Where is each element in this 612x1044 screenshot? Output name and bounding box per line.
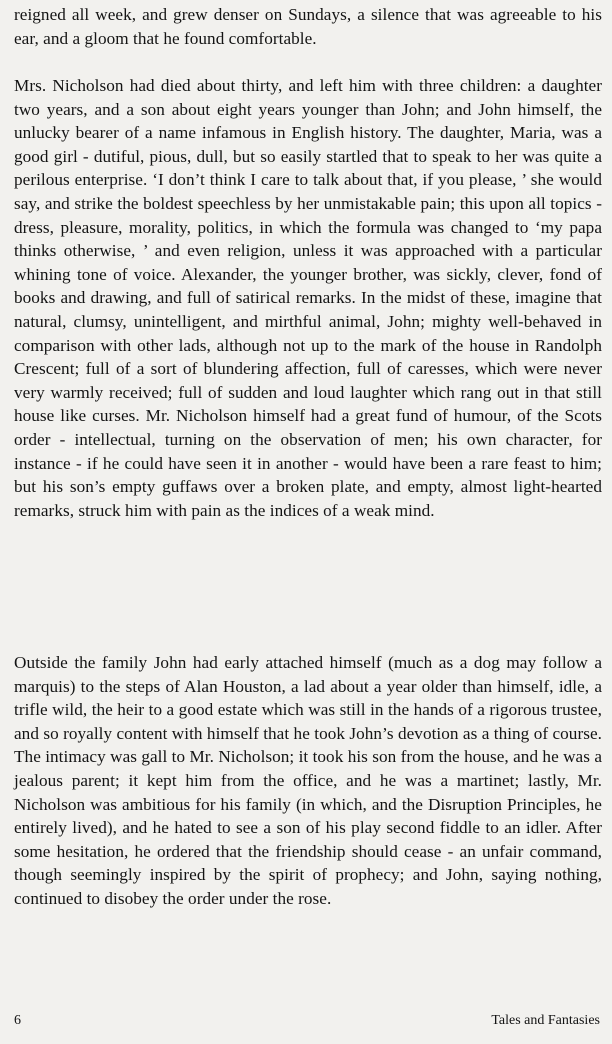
paragraph-continued: reigned all week, and grew denser on Sundays, a silence that was agreeable to his ear, and a gloom that he found comfortable. [14,5,602,48]
book-page [14,0,602,1044]
paragraph-family: Mrs. Nicholson had died about thirty, and left him with three children: a daughter two years, and a son about eight years younger than John; and John himself, the unlucky bearer of a name infamous in English history. The daughter, Maria, was a good girl - dutiful, pious, dull, but so easily startled that to speak to her was quite a perilous enterprise. ‘I don’t think I care to talk about that, if you please, ’ she would say, and strike the boldest speechless by her unmistakable pain; this upon all topics - dress, pleasure, morality, politics, in which the formula was changed to ‘my papa thinks otherwise, ’ and even religion, unless it was approached with a particular whining tone of voice. Alexander, the younger brother, was sickly, clever, fond of books and drawing, and full of satirical remarks. In the midst of these, imagine that natural, clumsy, unintelligent, and mirthful animal, John; mighty well-behaved in comparison with other lads, although not up to the mark of the house in Randolph Crescent; full of a sort of blundering affection, full of caresses, which were never very warmly received; full of sudden and loud laughter which rang out in that still house like curses. Mr. Nicholson himself had a great fund of humour, of the Scots order - intellectual, turning on the observation of men; his own character, for instance - if he could have seen it in another - would have been a rare feast to him; but his son’s empty guffaws over a broken plate, and empty, almost light-hearted remarks, struck him with pain as the indices of a weak mind. [14,76,602,520]
paragraph-friendship: Outside the family John had early attached himself (much as a dog may follow a marquis) to the steps of Alan Houston, a lad about a year older than himself, idle, a trifle wild, the heir to a good estate which was still in the hands of a rigorous trustee, and so royally content with himself that he took John’s devotion as a thing of course. The intimacy was gall to Mr. Nicholson; it took his son from the house, and he was a jealous parent; it kept him from the office, and he was a martinet; lastly, Mr. Nicholson was ambitious for his family (in which, and the Disruption Principles, he entirely lived), and he hated to see a son of his play second fiddle to an idler. After some hesitation, he ordered that the friendship should cease - an unfair command, though seemingly inspired by the spirit of prophecy; and John, saying nothing, continued to disobey the order under the rose. [14,653,603,908]
running-footer-title: Tales and Fantasies [491,1013,600,1028]
page-number: 6 [14,1013,21,1028]
